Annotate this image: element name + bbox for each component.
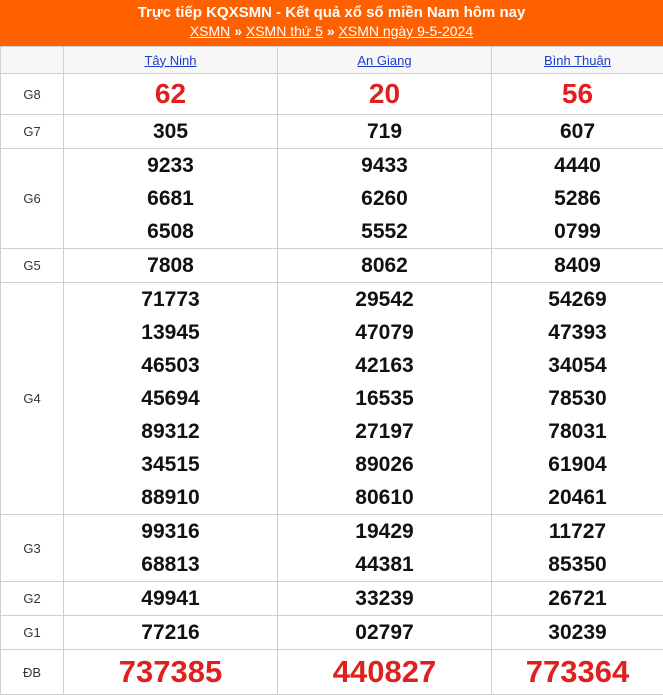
prize-number: 19429: [278, 515, 491, 548]
prize-cell: [64, 149, 278, 249]
breadcrumb-xsmn[interactable]: XSMN: [190, 23, 230, 39]
prize-number: 88910: [64, 481, 277, 514]
prize-cell: [492, 515, 663, 582]
prize-number: 33239: [278, 582, 491, 615]
page-header: [0, 0, 663, 46]
prize-label: ĐB: [1, 650, 64, 695]
prize-cell: [278, 650, 492, 695]
prize-cell: [492, 74, 663, 115]
page-title: Trực tiếp KQXSMN - Kết quả xổ số miền Nam hôm nay: [0, 3, 663, 22]
prize-label: G2: [1, 582, 64, 616]
prize-number: 6508: [64, 215, 277, 248]
prize-cell: [278, 115, 492, 149]
prize-cell: [64, 115, 278, 149]
prize-number: 719: [278, 115, 491, 148]
prize-number: 9433: [278, 149, 491, 182]
province-header: [64, 47, 278, 74]
prize-cell: [278, 74, 492, 115]
prize-number: 61904: [492, 448, 663, 481]
prize-row: [1, 149, 663, 249]
prize-label: G5: [1, 249, 64, 283]
breadcrumb: [0, 22, 663, 41]
breadcrumb-separator: »: [327, 23, 335, 39]
prize-number: 773364: [492, 650, 663, 694]
prize-cell: [64, 74, 278, 115]
prize-label: G6: [1, 149, 64, 249]
prize-number: 34054: [492, 349, 663, 382]
prize-number: 305: [64, 115, 277, 148]
prize-cell: [278, 616, 492, 650]
prize-number: 34515: [64, 448, 277, 481]
breadcrumb-xsmn-thu-5[interactable]: XSMN thứ 5: [246, 23, 323, 39]
prize-cell: [64, 650, 278, 695]
prize-cell: [492, 650, 663, 695]
prize-cell: [278, 582, 492, 616]
breadcrumb-xsmn-date[interactable]: XSMN ngày 9-5-2024: [339, 23, 474, 39]
prize-number: 607: [492, 115, 663, 148]
prize-number: 71773: [64, 283, 277, 316]
prize-number: 45694: [64, 382, 277, 415]
prize-number: 46503: [64, 349, 277, 382]
prize-number: 02797: [278, 616, 491, 649]
prize-number: 89026: [278, 448, 491, 481]
prize-number: 30239: [492, 616, 663, 649]
prize-number: 47393: [492, 316, 663, 349]
prize-cell: [492, 582, 663, 616]
prize-number: 5286: [492, 182, 663, 215]
prize-number: 6681: [64, 182, 277, 215]
prize-number: 77216: [64, 616, 277, 649]
prize-number: 54269: [492, 283, 663, 316]
province-header: [492, 47, 663, 74]
prize-number: 26721: [492, 582, 663, 615]
prize-cell: [278, 283, 492, 515]
prize-number: 737385: [64, 650, 277, 694]
prize-number: 80610: [278, 481, 491, 514]
prize-number: 78031: [492, 415, 663, 448]
prize-label: G8: [1, 74, 64, 115]
prize-number: 0799: [492, 215, 663, 248]
results-table: [0, 46, 663, 695]
prize-number: 85350: [492, 548, 663, 581]
prize-number: 5552: [278, 215, 491, 248]
prize-number: 29542: [278, 283, 491, 316]
prize-number: 8409: [492, 249, 663, 282]
prize-number: 4440: [492, 149, 663, 182]
breadcrumb-separator: »: [234, 23, 242, 39]
prize-cell: [492, 149, 663, 249]
prize-number: 89312: [64, 415, 277, 448]
prize-cell: [64, 515, 278, 582]
prize-number: 8062: [278, 249, 491, 282]
prize-number: 44381: [278, 548, 491, 581]
prize-cell: [492, 115, 663, 149]
prize-row: [1, 582, 663, 616]
prize-cell: [64, 249, 278, 283]
prize-number: 20461: [492, 481, 663, 514]
prize-number: 47079: [278, 316, 491, 349]
prize-label: G3: [1, 515, 64, 582]
prize-number: 7808: [64, 249, 277, 282]
prize-number: 11727: [492, 515, 663, 548]
prize-label: G4: [1, 283, 64, 515]
prize-number: 42163: [278, 349, 491, 382]
prize-cell: [278, 515, 492, 582]
prize-number: 78530: [492, 382, 663, 415]
prize-number: 16535: [278, 382, 491, 415]
prize-row: [1, 616, 663, 650]
province-link-binh-thuan[interactable]: Bình Thuận: [544, 53, 611, 68]
prize-row: [1, 650, 663, 695]
prize-number: 6260: [278, 182, 491, 215]
corner-cell: [1, 47, 64, 74]
prize-row: [1, 249, 663, 283]
prize-cell: [64, 582, 278, 616]
prize-cell: [278, 249, 492, 283]
prize-number: 9233: [64, 149, 277, 182]
prize-number: 56: [492, 74, 663, 114]
prize-number: 20: [278, 74, 491, 114]
province-link-an-giang[interactable]: An Giang: [357, 53, 411, 68]
prize-cell: [64, 283, 278, 515]
province-link-tay-ninh[interactable]: Tây Ninh: [144, 53, 196, 68]
prize-number: 68813: [64, 548, 277, 581]
prize-number: 13945: [64, 316, 277, 349]
prize-number: 440827: [278, 650, 491, 694]
prize-row: [1, 74, 663, 115]
prize-label: G7: [1, 115, 64, 149]
province-header: [278, 47, 492, 74]
prize-cell: [492, 616, 663, 650]
prize-number: 99316: [64, 515, 277, 548]
prize-row: [1, 515, 663, 582]
province-header-row: [1, 47, 663, 74]
prize-number: 49941: [64, 582, 277, 615]
prize-number: 27197: [278, 415, 491, 448]
prize-cell: [64, 616, 278, 650]
prize-row: [1, 115, 663, 149]
prize-number: 62: [64, 74, 277, 114]
prize-label: G1: [1, 616, 64, 650]
prize-cell: [278, 149, 492, 249]
prize-row: [1, 283, 663, 515]
prize-cell: [492, 249, 663, 283]
prize-cell: [492, 283, 663, 515]
